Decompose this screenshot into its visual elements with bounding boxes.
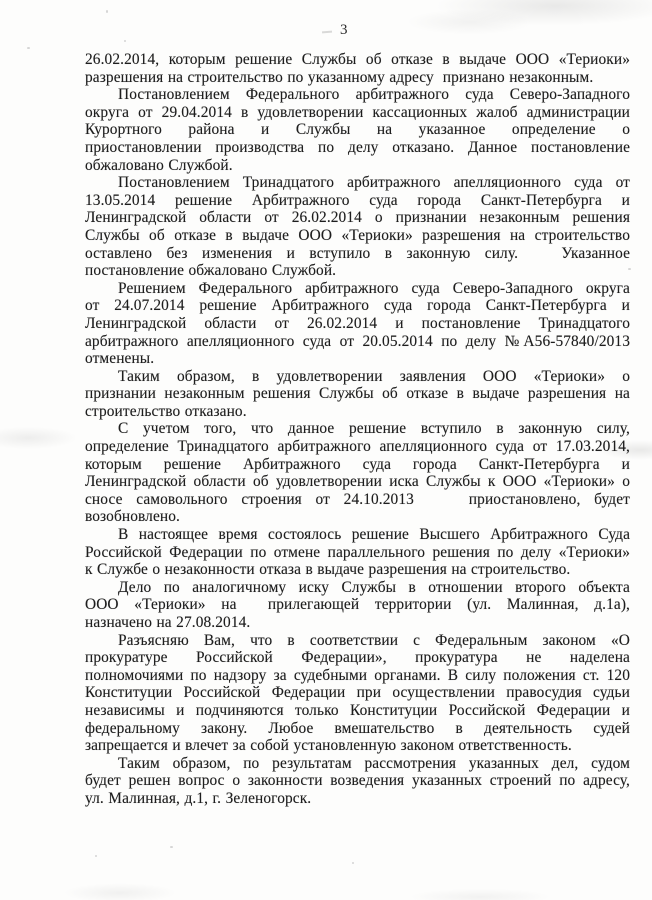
text-line: ул. Малинная, д.1, г. Зеленогорск. [85,789,312,807]
text-line: округа от 29.04.2014 в удовлетворении кассационных жалоб администрации [85,103,630,121]
text-line: Таким образом, в удовлетворении заявления ООО «Териоки» о [118,367,630,385]
scan-artifact [170,846,173,848]
text-line: разрешения на строительство по указанному адресу признано незаконным. [85,68,594,86]
text-line: сносе самовольного строения от 24.10.2013 приостановлено, будет [85,490,630,508]
paragraph [85,368,630,421]
text-line: от 24.07.2014 решение Арбитражного суда города Санкт-Петербурга и [85,297,630,315]
text-line: Разъясняю Вам, что в соответствии с Федеральным законом «О [118,631,630,649]
text-line: прокуратуре Российской Федерации», прокуратура не наделена [85,649,630,667]
text-line: федеральному закону. Любое вмешательство в деятельность судей [85,719,630,737]
paragraph [85,526,630,579]
text-line: приостановлении производства по делу отказано. Данное постановление [85,138,630,156]
paragraph [85,420,630,526]
text-line: арбитражного апелляционного суда от 20.05.2014 по делу №А56-57840/2013 [85,332,630,350]
text-line: С учетом того, что данное решение вступило в законную силу, [118,420,630,438]
scan-artifact [106,10,108,13]
text-line: Российской Федерации по отмене параллельного решения по делу «Териоки» [85,543,630,561]
text-line: В настоящее время состоялось решение Высшего Арбитражного Суда [118,526,630,544]
text-line: Конституции Российской Федерации при осуществлении правосудия судьи [85,684,630,702]
text-line: 13.05.2014 решение Арбитражного суда города Санкт-Петербурга и [85,191,630,209]
text-line: возобновлено. [85,508,180,526]
text-line: Дело по аналогичному иску Службы в отношении второго объекта [118,578,630,596]
text-line: Решением Федерального арбитражного суда Северо-Западного округа [118,279,630,297]
paragraph [85,755,630,808]
text-line: строительство отказано. [85,402,247,420]
text-line: Постановлением Федерального арбитражного суда Северо-Западного [118,86,630,104]
paragraph [85,280,630,368]
text-line: которым решение Арбитражного суда города Санкт-Петербурга и [85,455,630,473]
page-number: 3 [340,22,348,38]
paragraph [85,86,630,174]
scan-artifact [27,47,30,49]
paragraph [85,579,630,632]
text-line: Службы об отказе в выдаче ООО «Териоки» разрешения на строительство [85,226,630,244]
scan-artifact [352,862,354,864]
text-line: будет решен вопрос о законности возведения указанных строений по адресу, [85,772,630,790]
text-line: назначено на 27.08.2014. [85,614,251,631]
text-line: постановление обжаловано Службой. [85,262,337,280]
text-line: запрещается и влечет за собой установленную законом ответственность. [85,737,572,755]
text-line: признании незаконным решения Службы об отказе в выдаче разрешения на [85,385,630,403]
text-line: 26.02.2014, которым решение Службы об отказе в выдаче ООО «Териоки» [85,51,630,68]
text-line: полномочиями по надзору за судебными органами. В силу положения ст. 120 [85,666,630,684]
text-line: Курортного района и Службы на указанное определение о [85,121,630,139]
text-line: Ленинградской области об удовлетворении иска Службы к ООО «Териоки» о [85,473,630,491]
text-line: Таким образом, по результатам рассмотрения указанных дел, судом [118,754,630,772]
paragraph [85,51,630,86]
paragraph [85,632,630,755]
document-body [85,51,630,808]
text-line: независимы и подчиняются только Конституции Российской Федерации и [85,701,630,719]
text-line: отменены. [85,350,155,368]
text-line: Ленинградской области от 26.02.2014 о признании незаконным решения [85,209,630,227]
text-line: Постановлением Тринадцатого арбитражного апелляционного суда от [118,174,630,192]
text-line: ООО «Териоки» на прилегающей территории (ул. Малинная, д.1а), [85,596,630,614]
scan-artifact [322,31,332,33]
text-line: оставлено без изменения и вступило в законную силу. Указанное [85,244,630,262]
text-line: Ленинградской области от 26.02.2014 и постановление Тринадцатого [85,314,630,332]
paragraph [85,174,630,280]
text-line: обжаловано Службой. [85,156,233,174]
scan-artifact [124,40,126,42]
text-line: к Службе о незаконности отказа в выдаче разрешения на строительство. [85,561,571,579]
scan-artifact [95,855,97,857]
text-line: определение Тринадцатого арбитражного апелляционного суда от 17.03.2014, [85,438,630,456]
